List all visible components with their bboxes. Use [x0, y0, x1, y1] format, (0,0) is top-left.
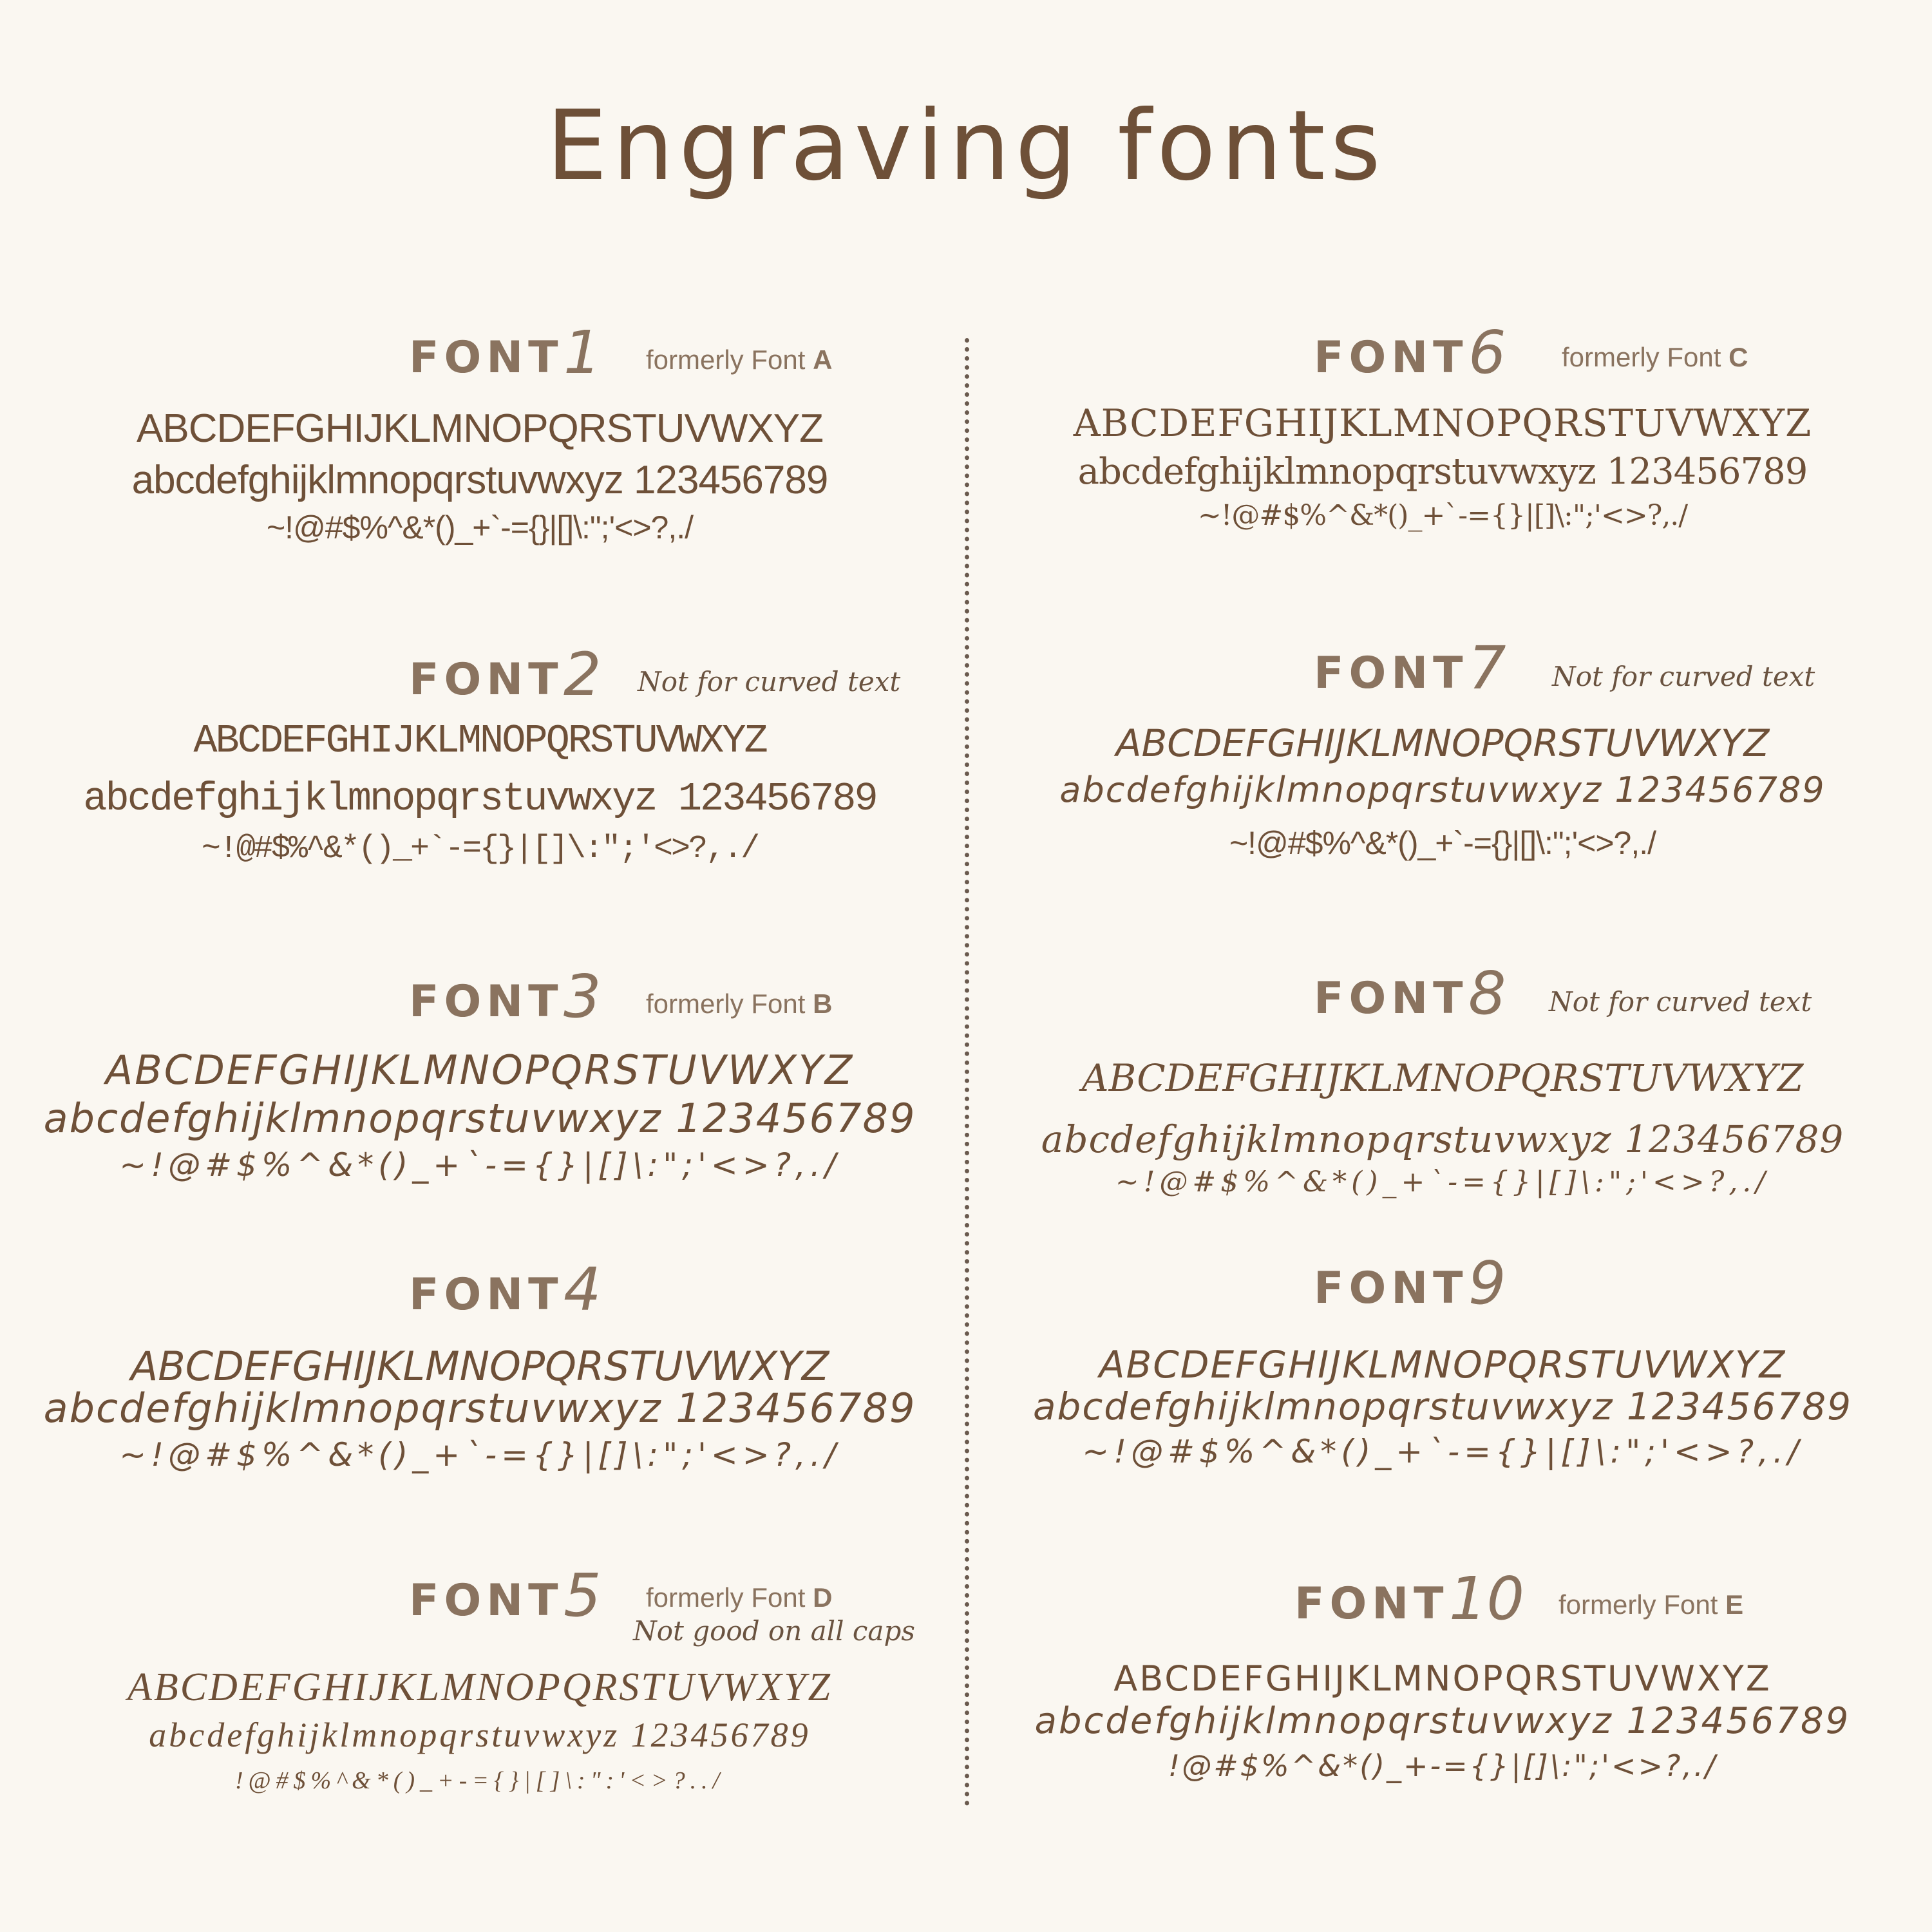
uppercase-sample: ABCDEFGHIJKLMNOPQRSTUVWXYZ: [193, 718, 766, 764]
uppercase-sample: ABCDEFGHIJKLMNOPQRSTUVWXYZ: [137, 406, 823, 451]
lowercase-sample: abcdefghijklmnopqrstuvwxyz 123456789: [1041, 1117, 1844, 1161]
lowercase-sample: abcdefghijklmnopqrstuvwxyz 123456789: [1034, 1700, 1851, 1742]
symbols-sample: ~!@#$%^&*()_+`-={}|[]\:";'<>?,./: [119, 1436, 840, 1473]
font-note: Not for curved text: [638, 666, 901, 697]
font-block-9: [966, 1249, 1900, 1494]
font-number: 1: [564, 318, 601, 387]
page-title: Engraving fonts: [546, 90, 1386, 202]
font-label: FONT: [1314, 332, 1468, 383]
font-note: formerly Font B: [646, 989, 833, 1019]
font-note: Not for curved text: [1552, 661, 1815, 692]
font-block-1: [0, 319, 934, 564]
font-label: FONT: [1294, 1578, 1449, 1629]
font-number: 3: [564, 962, 601, 1031]
lowercase-sample: abcdefghijklmnopqrstuvwxyz 123456789: [1032, 1385, 1853, 1428]
symbols-sample: !@#$%^&*()_+-={}|[]\:":'<>?../: [234, 1767, 725, 1794]
font-block-10: [966, 1565, 1900, 1810]
font-note: Not for curved text: [1549, 986, 1812, 1018]
uppercase-sample: ABCDEFGHIJKLMNOPQRSTUVWXYZ: [1081, 1056, 1804, 1100]
font-number: 5: [564, 1561, 601, 1630]
uppercase-sample: ABCDEFGHIJKLMNOPQRSTUVWXYZ: [1115, 721, 1770, 765]
symbols-sample: !@#$%^&*()_+-={}|[]\:";'<>?,./: [1168, 1748, 1718, 1783]
font-block-3: [0, 963, 934, 1208]
font-note: formerly Font A: [646, 345, 833, 375]
lowercase-sample: abcdefghijklmnopqrstuvwxyz 123456789: [83, 776, 876, 822]
font-note: formerly Font D: [646, 1582, 833, 1613]
font-number: 6: [1468, 318, 1506, 387]
uppercase-sample: ABCDEFGHIJKLMNOPQRSTUVWXYZ: [130, 1343, 829, 1390]
font-label: FONT: [1314, 648, 1468, 699]
lowercase-sample: abcdefghijklmnopqrstuvwxyz 123456789: [149, 1716, 811, 1754]
lowercase-sample: abcdefghijklmnopqrstuvwxyz 123456789: [1077, 451, 1808, 493]
font-number: 4: [564, 1255, 601, 1324]
uppercase-sample: ABCDEFGHIJKLMNOPQRSTUVWXYZ: [1073, 401, 1812, 445]
symbols-sample: ~!@#$%^&*()_+`-={}|[]\:";'<>?,./: [266, 509, 694, 545]
font-number: 9: [1468, 1249, 1506, 1318]
font-label: FONT: [1314, 973, 1468, 1024]
font-label: FONT: [409, 1575, 564, 1626]
lowercase-sample: abcdefghijklmnopqrstuvwxyz 123456789: [131, 458, 828, 502]
font-number: 7: [1468, 634, 1506, 703]
lowercase-sample: abcdefghijklmnopqrstuvwxyz 123456789: [43, 1385, 916, 1432]
font-note: formerly Font E: [1558, 1589, 1744, 1620]
font-label: FONT: [409, 976, 564, 1027]
font-block-5: [0, 1562, 934, 1806]
symbols-sample: ~!@#$%^&*()_+`-={}|[]\:";'<>?,./: [1115, 1166, 1770, 1198]
font-note-secondary: Not good on all caps: [633, 1615, 915, 1647]
font-number: 10: [1449, 1564, 1525, 1633]
lowercase-sample: abcdefghijklmnopqrstuvwxyz 123456789: [1059, 770, 1826, 810]
symbols-sample: ~!@#$%^&*()_+`-={}|[]\:";'<>?,./: [119, 1146, 840, 1184]
uppercase-sample: ABCDEFGHIJKLMNOPQRSTUVWXYZ: [1099, 1343, 1786, 1387]
symbols-sample: ~!@#$%^&*()_+`-={}|[]\:";'<>?,./: [1229, 825, 1656, 861]
font-block-8: [966, 960, 1900, 1217]
font-number: 8: [1468, 959, 1506, 1028]
uppercase-sample: ABCDEFGHIJKLMNOPQRSTUVWXYZ: [127, 1665, 833, 1709]
font-number: 2: [564, 640, 601, 709]
symbols-sample: ~!@#$%^&*()_+`-={}|[]\:";'<>?,./: [1197, 499, 1688, 532]
symbols-sample: ~!@#$%^&*()_+`-={}|[]\:";'<>?,./: [201, 831, 759, 867]
font-note: formerly Font C: [1562, 342, 1748, 372]
font-block-2: [0, 641, 934, 886]
font-block-4: [0, 1256, 934, 1501]
font-label: FONT: [409, 332, 564, 383]
font-label: FONT: [409, 1269, 564, 1320]
uppercase-sample: ABCDEFGHIJKLMNOPQRSTUVWXYZ: [105, 1046, 855, 1094]
font-label: FONT: [1314, 1263, 1468, 1314]
lowercase-sample: abcdefghijklmnopqrstuvwxyz 123456789: [43, 1095, 916, 1142]
symbols-sample: ~!@#$%^&*()_+`-={}|[]\:";'<>?,./: [1082, 1433, 1803, 1470]
uppercase-sample: ABCDEFGHIJKLMNOPQRSTUVWXYZ: [1113, 1658, 1772, 1699]
font-block-7: [966, 634, 1900, 879]
font-block-6: [966, 319, 1900, 564]
font-label: FONT: [409, 654, 564, 705]
